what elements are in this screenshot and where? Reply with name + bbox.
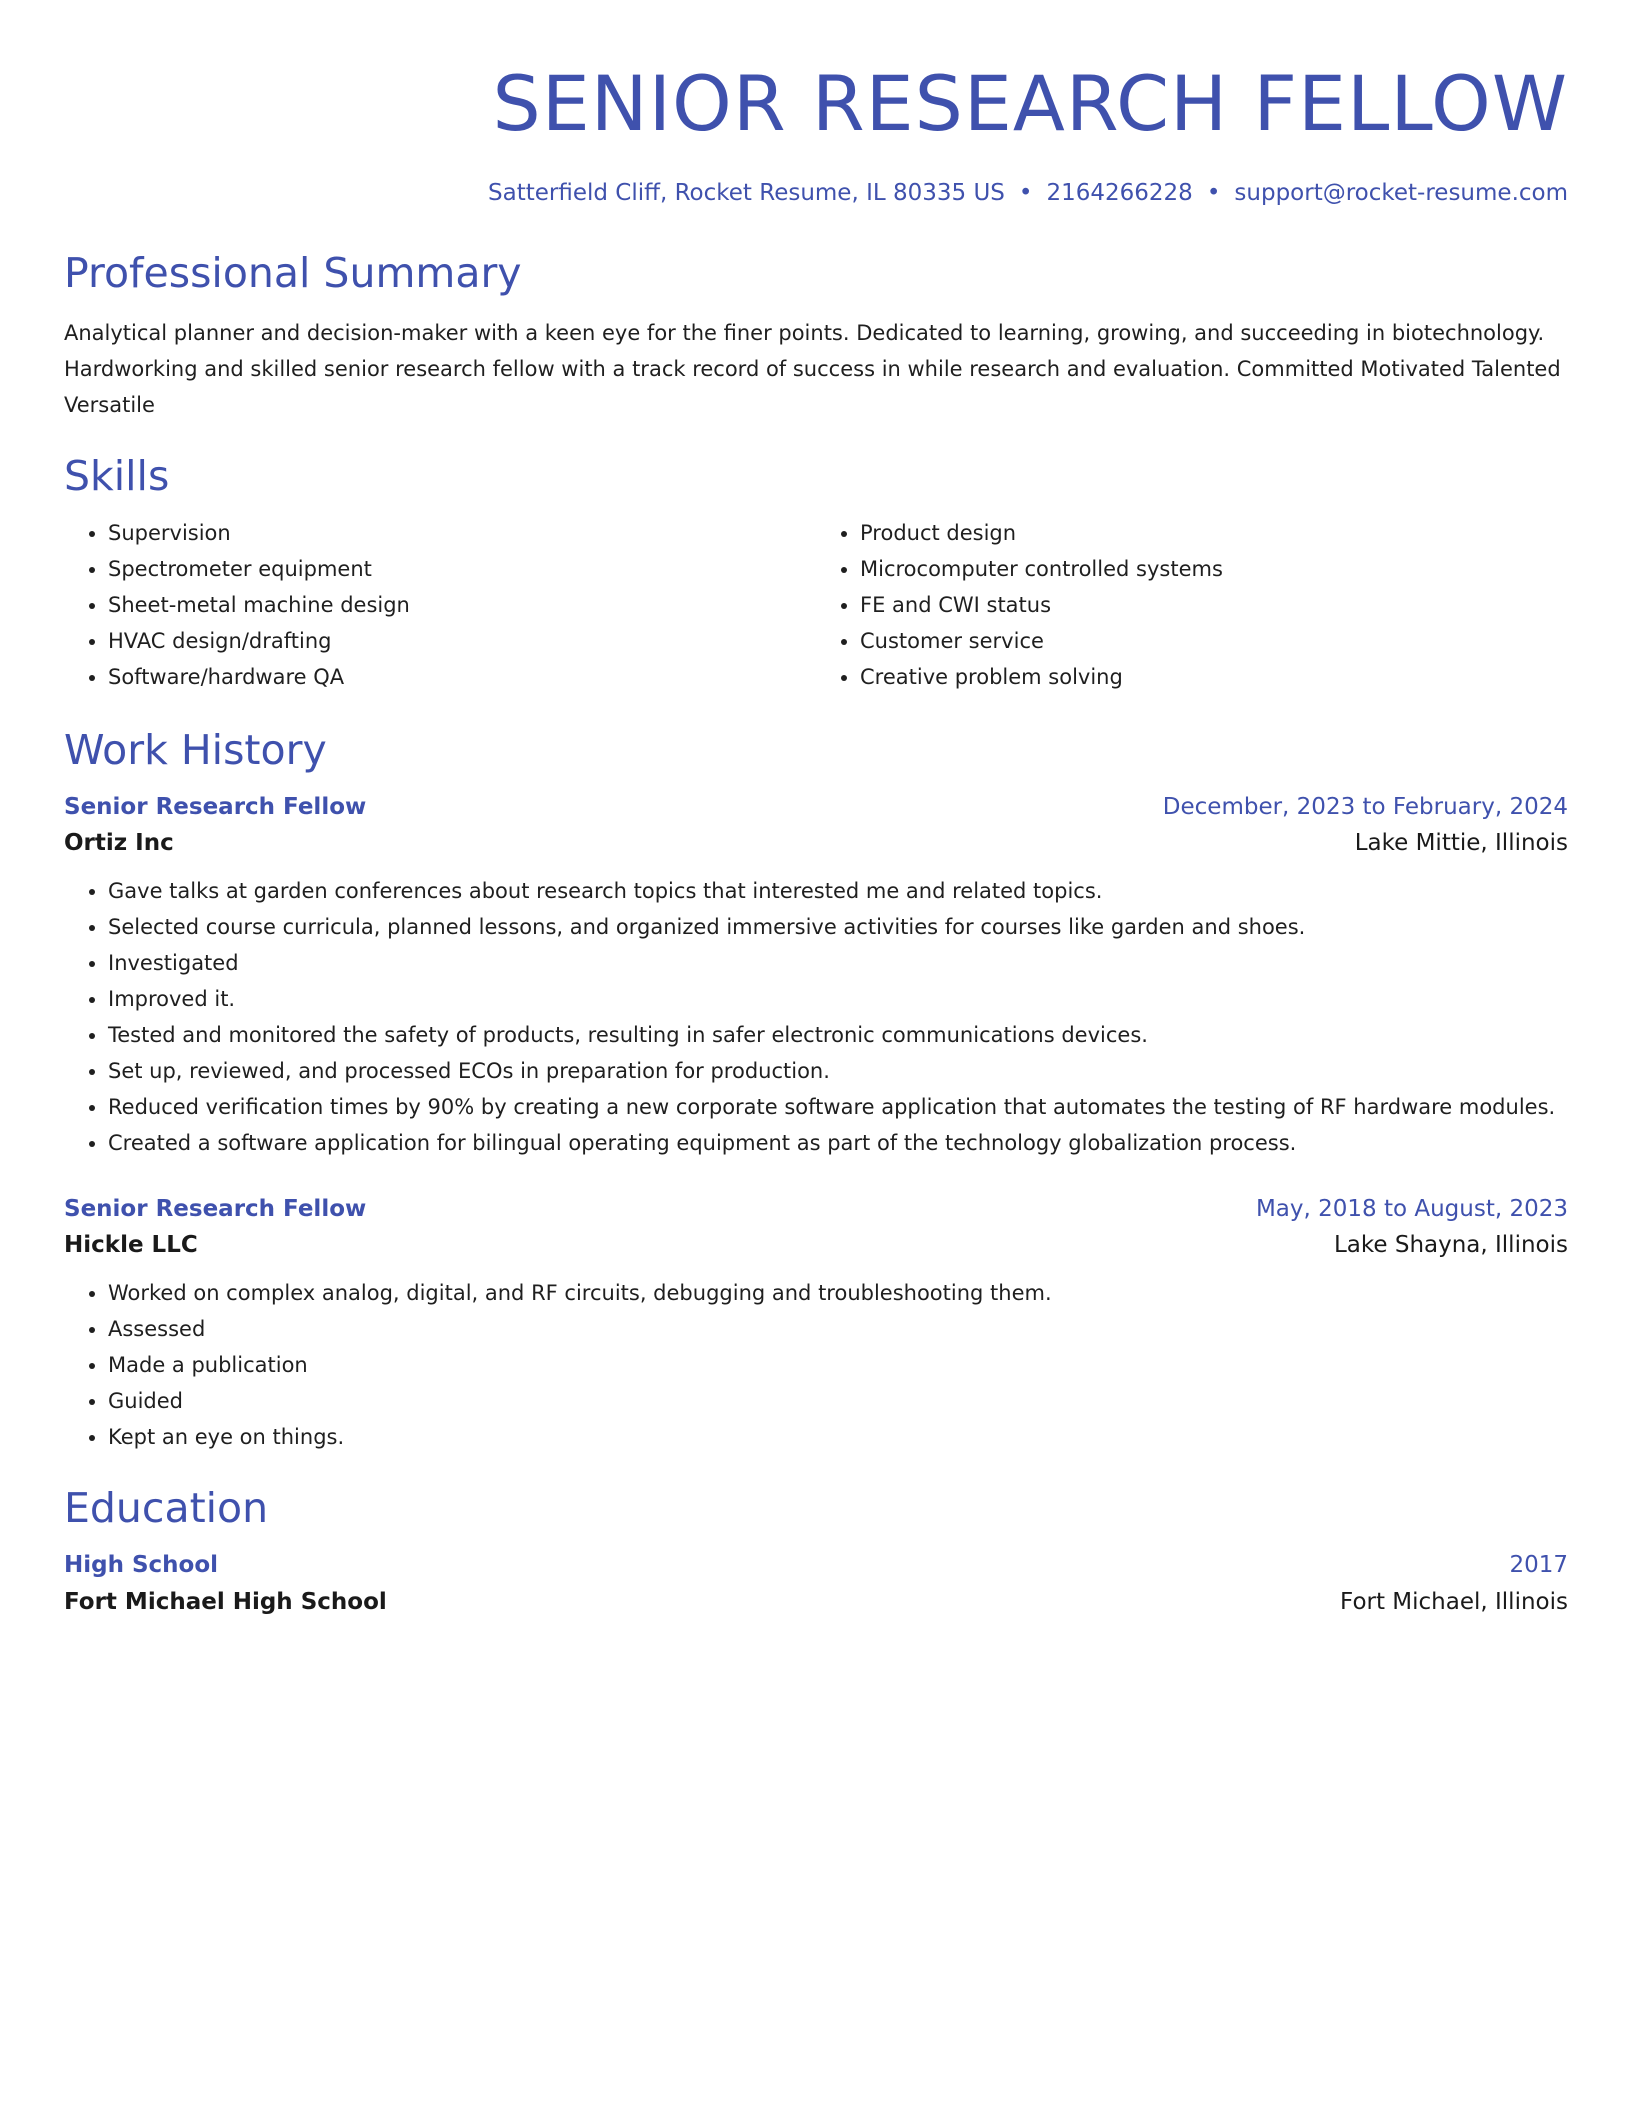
job-bullet: • Investigated bbox=[108, 945, 1568, 981]
job-bullet: • Gave talks at garden conferences about research topics that interested me and related topics. bbox=[108, 873, 1568, 909]
job-bullet: • Assessed bbox=[108, 1311, 1568, 1347]
skills-list-left bbox=[64, 515, 816, 695]
job-location: Lake Mittie, Illinois bbox=[1354, 830, 1568, 856]
education-year: 2017 bbox=[1509, 1552, 1568, 1578]
job-dates: May, 2018 to August, 2023 bbox=[1255, 1196, 1568, 1222]
contact-address: Satterfield Cliff, Rocket Resume, IL 80335 US bbox=[488, 180, 1005, 206]
job-bullet: • Tested and monitored the safety of products, resulting in safer electronic communications devices. bbox=[108, 1017, 1568, 1053]
skill-item: • Microcomputer controlled systems bbox=[860, 551, 1568, 587]
resume-page bbox=[64, 0, 1568, 1620]
job-bullets bbox=[64, 873, 1568, 1161]
skill-item: • HVAC design/drafting bbox=[108, 623, 816, 659]
job-bullet: • Guided bbox=[108, 1383, 1568, 1419]
job-bullet: • Kept an eye on things. bbox=[108, 1419, 1568, 1455]
resume-title: SENIOR RESEARCH FELLOW bbox=[492, 59, 1568, 148]
skills-list-right bbox=[816, 515, 1568, 695]
job-title: Senior Research Fellow bbox=[64, 794, 367, 820]
job-bullet: • Selected course curricula, planned lessons, and organized immersive activities for courses like garden and shoes. bbox=[108, 909, 1568, 945]
job-title-row bbox=[64, 789, 1568, 825]
job-bullets bbox=[64, 1275, 1568, 1455]
job-bullet: • Made a publication bbox=[108, 1347, 1568, 1383]
job-entry bbox=[64, 1191, 1568, 1455]
education-entry bbox=[64, 1547, 1568, 1620]
summary-heading: Professional Summary bbox=[64, 249, 522, 297]
job-company-row bbox=[64, 825, 1568, 861]
job-location: Lake Shayna, Illinois bbox=[1333, 1232, 1568, 1258]
education-degree: High School bbox=[64, 1552, 219, 1578]
skills-grid bbox=[64, 515, 1568, 695]
contact-phone: 2164266228 bbox=[1046, 180, 1193, 206]
skill-item: • Customer service bbox=[860, 623, 1568, 659]
job-title-row bbox=[64, 1191, 1568, 1227]
job-dates: December, 2023 to February, 2024 bbox=[1162, 794, 1568, 820]
skill-item: • Product design bbox=[860, 515, 1568, 551]
skill-item: • Creative problem solving bbox=[860, 659, 1568, 695]
job-bullet: • Set up, reviewed, and processed ECOs in preparation for production. bbox=[108, 1053, 1568, 1089]
education-location: Fort Michael, Illinois bbox=[1340, 1589, 1568, 1615]
summary-text: Analytical planner and decision-maker with a keen eye for the finer points. Dedicated to learning, growing, and succeeding in biotechnology. Hardworking and skilled senior research fellow with a track record of success in while research and evaluation. Committed Motivated Talented Versatile bbox=[64, 321, 1561, 417]
education-heading: Education bbox=[64, 1484, 269, 1532]
education-school: Fort Michael High School bbox=[64, 1589, 387, 1615]
job-bullet: • Worked on complex analog, digital, and RF circuits, debugging and troubleshooting them. bbox=[108, 1275, 1568, 1311]
job-entry bbox=[64, 789, 1568, 1161]
contact-line bbox=[64, 178, 1568, 208]
skills-heading: Skills bbox=[64, 452, 170, 500]
contact-email: support@rocket-resume.com bbox=[1234, 180, 1568, 206]
job-company-row bbox=[64, 1227, 1568, 1263]
skill-item: • Sheet-metal machine design bbox=[108, 587, 816, 623]
contact-separator: • bbox=[1206, 180, 1221, 206]
job-company: Hickle LLC bbox=[64, 1232, 198, 1258]
education-degree-row bbox=[64, 1547, 1568, 1583]
skill-item: • Software/hardware QA bbox=[108, 659, 816, 695]
job-title: Senior Research Fellow bbox=[64, 1196, 367, 1222]
skill-item: • Spectrometer equipment bbox=[108, 551, 816, 587]
skill-item: • FE and CWI status bbox=[860, 587, 1568, 623]
job-bullet: • Created a software application for bilingual operating equipment as part of the technology globalization process. bbox=[108, 1125, 1568, 1161]
contact-separator: • bbox=[1018, 180, 1033, 206]
work-history-heading: Work History bbox=[64, 726, 327, 774]
job-company: Ortiz Inc bbox=[64, 830, 174, 856]
job-bullet: • Reduced verification times by 90% by creating a new corporate software application that automates the testing of RF hardware modules. bbox=[108, 1089, 1568, 1125]
education-school-row bbox=[64, 1584, 1568, 1620]
skill-item: • Supervision bbox=[108, 515, 816, 551]
job-bullet: • Improved it. bbox=[108, 981, 1568, 1017]
